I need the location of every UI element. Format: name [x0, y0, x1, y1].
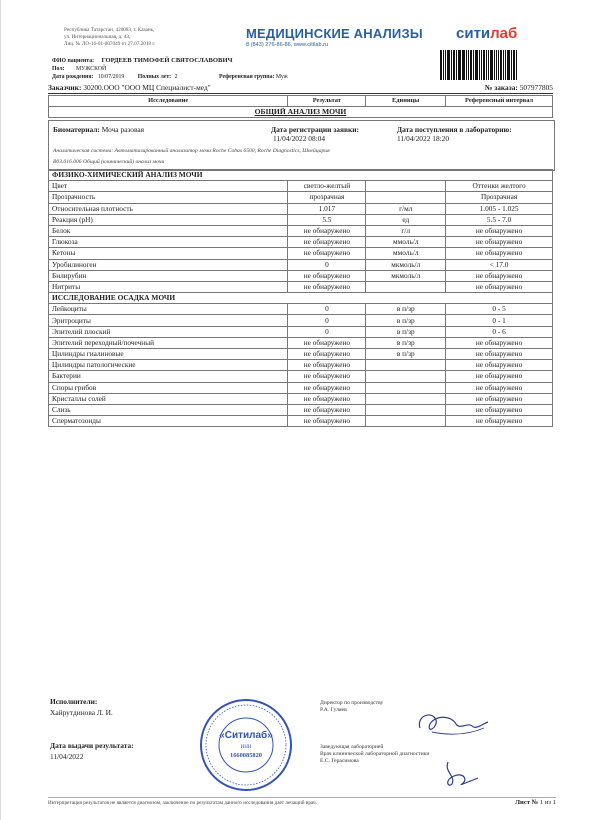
test-name: Билирубин [49, 270, 288, 281]
test-reference: не обнаружено [446, 281, 553, 292]
test-result: светло-желтый [288, 181, 366, 192]
test-unit: ммоль/л [366, 237, 446, 248]
test-unit: в п/зр [366, 304, 446, 315]
test-name: Цвет [49, 181, 288, 192]
test-result: 0 [288, 315, 366, 326]
biomaterial-label: Биоматериал: [53, 125, 100, 134]
analytic-system-note: Аналитическая система: Автоматизированный анализатор мочи Roche Cobas 6500, Roche Diagnostics, Швейцария [53, 148, 330, 154]
company-stamp [198, 697, 294, 793]
table-row [49, 304, 553, 315]
logo-part2: лаб [490, 25, 518, 42]
brand-contacts: 8 (843) 276-86-86, www.citilab.ru [246, 42, 329, 48]
section2-body [49, 293, 553, 427]
test-name: Бактерии [49, 371, 288, 382]
head-title-1: Заведующая лабораторией [320, 744, 384, 750]
test-unit: мкмоль/л [366, 259, 446, 270]
table-row [49, 382, 553, 393]
test-result: не обнаружено [288, 393, 366, 404]
patient-sex-row [52, 66, 106, 72]
test-result: не обнаружено [288, 281, 366, 292]
test-reference: не обнаружено [446, 349, 553, 360]
test-name: Белок [49, 225, 288, 236]
test-unit: мкмоль/л [366, 270, 446, 281]
analysis-title: ОБЩИЙ АНАЛИЗ МОЧИ [49, 107, 553, 118]
test-reference: не обнаружено [446, 237, 553, 248]
col-header-result: Результат [288, 96, 366, 107]
test-result: не обнаружено [288, 337, 366, 348]
test-result: 0 [288, 304, 366, 315]
col-header-units: Единицы [366, 96, 446, 107]
test-reference: 0 - 6 [446, 326, 553, 337]
sheet-total: 1 [552, 799, 556, 806]
table-row [49, 326, 553, 337]
table-row [49, 259, 553, 270]
test-name: Эритроциты [49, 315, 288, 326]
table-row [49, 248, 553, 259]
table-row [49, 371, 553, 382]
order-number-value: 507977805 [519, 83, 553, 92]
test-reference: не обнаружено [446, 393, 553, 404]
test-reference: 0 - 1 [446, 315, 553, 326]
test-result: не обнаружено [288, 270, 366, 281]
director-block [320, 700, 383, 714]
test-reference: не обнаружено [446, 248, 553, 259]
test-unit [366, 416, 446, 427]
patient-refgroup: Муж [275, 74, 288, 80]
test-name: Прозрачность [49, 192, 288, 203]
test-unit: ед [366, 214, 446, 225]
test-reference: Оттенки желтого [446, 181, 553, 192]
logo-part1: сити [456, 25, 491, 42]
table-row [49, 270, 553, 281]
disclaimer: Интерпретация результатов не является диагнозом, заключение по результатам данного исследования дает лечащий врач. [48, 797, 556, 806]
lab-arrival-label: Дата поступления в лабораторию: [397, 125, 512, 134]
customer-name: 30200.ООО "ООО МЦ Специалист-мед" [83, 83, 211, 92]
test-unit: в п/зр [366, 349, 446, 360]
order-line [48, 83, 553, 94]
director-name: Р.А. Гуляев [320, 707, 347, 713]
test-reference: 5.5 - 7.0 [446, 214, 553, 225]
table-row [49, 281, 553, 292]
test-unit [366, 181, 446, 192]
biomaterial-box [48, 120, 555, 171]
test-name: Слизь [49, 404, 288, 415]
table-row [49, 203, 553, 214]
sheet-counter [515, 799, 556, 806]
test-result: не обнаружено [288, 416, 366, 427]
test-result: не обнаружено [288, 225, 366, 236]
col-header-study: Исследование [49, 96, 288, 107]
test-result: не обнаружено [288, 404, 366, 415]
registration-value: 11/04/2022 08:04 [273, 134, 326, 143]
table-row [49, 349, 553, 360]
performer-name: Хайрутдинова Л. И. [50, 708, 113, 717]
biomaterial [53, 125, 144, 134]
biomaterial-value: Моча разовая [101, 125, 145, 134]
head-title-2: Врач клинической лабораторной диагностики [320, 751, 430, 757]
registration-label: Дата регистрации заявки: [271, 125, 359, 134]
refgroup-label: Референсная группа: [218, 74, 275, 80]
test-result: 0 [288, 259, 366, 270]
section1-title: ФИЗИКО-ХИМИЧЕСКИЙ АНАЛИЗ МОЧИ [49, 170, 553, 181]
patient-name-row [52, 57, 232, 64]
sheet-of: из [544, 799, 552, 806]
test-name: Лейкоциты [49, 304, 288, 315]
test-name: Нитриты [49, 281, 288, 292]
lab-arrival-date [397, 125, 512, 143]
test-reference: не обнаружено [446, 382, 553, 393]
patient-name: ГОРДЕЕВ ТИМОФЕЙ СВЯТОСЛАВОВИЧ [101, 57, 233, 64]
table-row [49, 337, 553, 348]
age-label: Полных лет: [137, 74, 172, 80]
test-reference: не обнаружено [446, 337, 553, 348]
test-result: не обнаружено [288, 360, 366, 371]
order-number [485, 83, 553, 92]
test-result: не обнаружено [288, 382, 366, 393]
patient-dob: 10/07/2019 [97, 74, 125, 80]
test-name: Цилиндры гиалиновые [49, 349, 288, 360]
page-edge [0, 0, 1, 820]
patient-dob-row [52, 74, 288, 80]
test-result: не обнаружено [288, 349, 366, 360]
director-signature [412, 706, 492, 740]
test-name: Кетоны [49, 248, 288, 259]
stamp-inn: 1660085820 [230, 752, 262, 759]
table-row [49, 237, 553, 248]
test-reference: не обнаружено [446, 404, 553, 415]
lab-arrival-value: 11/04/2022 18:20 [397, 134, 450, 143]
results-header-table [48, 95, 553, 118]
test-result: 0 [288, 326, 366, 337]
patient-age: 2 [174, 74, 178, 80]
issue-date-label: Дата выдачи результата: [50, 741, 134, 750]
test-reference: 1.005 - 1.025 [446, 203, 553, 214]
test-unit [366, 382, 446, 393]
order-number-label: № заказа: [484, 83, 518, 92]
test-unit [366, 404, 446, 415]
test-unit: г/л [366, 225, 446, 236]
col-header-reference: Референсный интервал [446, 96, 553, 107]
test-unit: ммоль/л [366, 248, 446, 259]
test-name: Эпителий плоский [49, 326, 288, 337]
test-result: 5.5 [288, 214, 366, 225]
dob-label: Дата рождения: [52, 74, 94, 80]
customer-label: Заказчик: [48, 83, 82, 92]
test-name: Эпителий переходный/почечный [49, 337, 288, 348]
results-table [48, 169, 553, 427]
lab-address-line: ул. Интернациональная, д. 43, [64, 34, 131, 40]
table-row [49, 416, 553, 427]
issue-date-value: 11/04/2022 [50, 752, 84, 761]
table-row [49, 181, 553, 192]
test-unit [366, 192, 446, 203]
test-unit: в п/зр [366, 326, 446, 337]
test-unit [366, 371, 446, 382]
patient-name-label: ФИО пациента: [52, 58, 95, 64]
test-name: Кристаллы солей [49, 393, 288, 404]
test-name: Цилиндры патологические [49, 360, 288, 371]
director-title: Директор по производству [320, 700, 384, 706]
test-reference: не обнаружено [446, 225, 553, 236]
brand-title: МЕДИЦИНСКИЕ АНАЛИЗЫ [246, 26, 423, 41]
barcode [440, 50, 518, 80]
test-result: не обнаружено [288, 237, 366, 248]
lab-address [64, 27, 214, 48]
test-name: Сперматозоиды [49, 416, 288, 427]
test-result: 1.017 [288, 203, 366, 214]
table-row [49, 404, 553, 415]
table-row [49, 192, 553, 203]
table-row [49, 393, 553, 404]
sheet-number: 1 [539, 799, 544, 806]
test-reference: не обнаружено [446, 371, 553, 382]
test-name: Глюкоза [49, 237, 288, 248]
service-code-note: В03.016.006 Общий (клинический) анализ мочи [53, 159, 165, 165]
test-reference: Прозрачная [446, 192, 553, 203]
head-name: Е.С. Герасимова [320, 758, 359, 764]
test-result: не обнаружено [288, 248, 366, 259]
test-unit [366, 281, 446, 292]
registration-date [271, 125, 359, 143]
lab-address-line: Лиц. № ЛО-16-01-007049 от 27.07.2018 г. [64, 41, 156, 47]
test-unit: в п/зр [366, 315, 446, 326]
table-row [49, 360, 553, 371]
test-result: прозрачная [288, 192, 366, 203]
test-unit: в п/зр [366, 337, 446, 348]
table-row [49, 225, 553, 236]
patient-sex: МУЖСКОЙ [75, 66, 107, 72]
head-block [320, 744, 429, 765]
test-name: Споры грибов [49, 382, 288, 393]
section2-title: ИССЛЕДОВАНИЕ ОСАДКА МОЧИ [49, 293, 553, 304]
section1-body [49, 170, 553, 293]
test-unit: г/мл [366, 203, 446, 214]
sheet-label: Лист № [515, 799, 539, 806]
test-name: Реакция (рН) [49, 214, 288, 225]
test-reference: 0 - 5 [446, 304, 553, 315]
test-unit [366, 393, 446, 404]
citilab-logo [456, 25, 517, 42]
test-reference: < 17.0 [446, 259, 553, 270]
test-reference: не обнаружено [446, 270, 553, 281]
test-name: Относительная плотность [49, 203, 288, 214]
performers-label: Исполнители: [50, 697, 98, 706]
head-signature [438, 756, 488, 790]
test-unit [366, 360, 446, 371]
test-name: Уробилиноген [49, 259, 288, 270]
test-reference: не обнаружено [446, 416, 553, 427]
sex-label: Пол: [52, 66, 65, 72]
table-row [49, 214, 553, 225]
table-row [49, 315, 553, 326]
lab-address-line: Республика Татарстан, 420083, г. Казань, [64, 27, 155, 33]
test-result: не обнаружено [288, 371, 366, 382]
test-reference: не обнаружено [446, 360, 553, 371]
stamp-inn-label: ИНН [240, 745, 252, 750]
stamp-name: «Ситилаб» [219, 730, 273, 741]
